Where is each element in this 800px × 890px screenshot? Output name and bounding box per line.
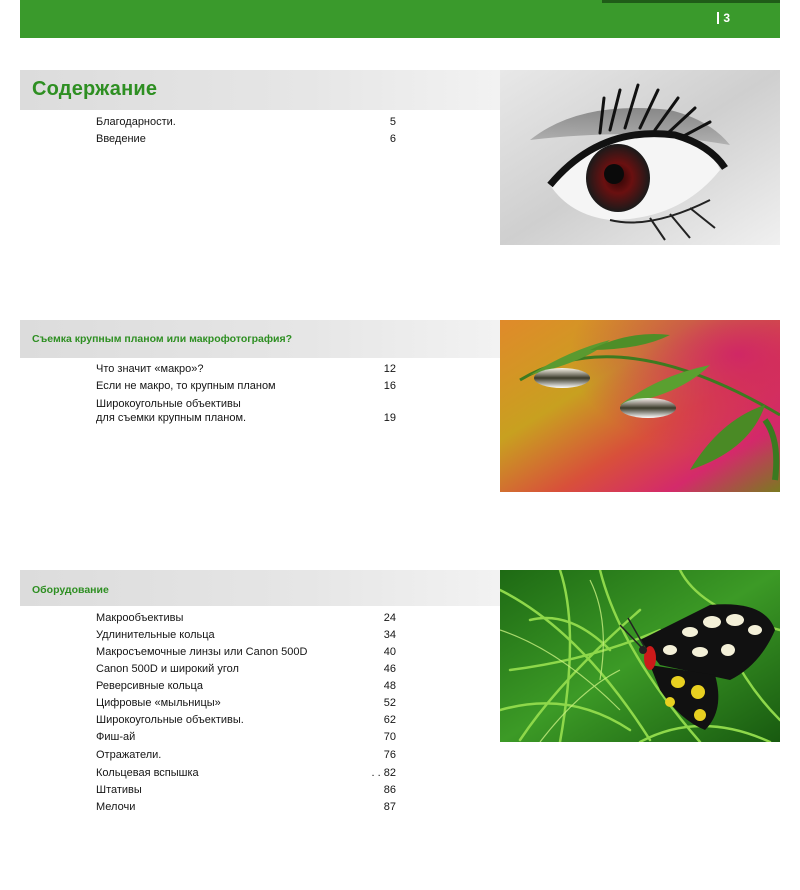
toc-entry-label: Кольцевая вспышка bbox=[96, 767, 199, 779]
toc-entry[interactable] bbox=[96, 748, 396, 762]
toc-entry[interactable] bbox=[96, 397, 396, 425]
toc-entry[interactable] bbox=[96, 730, 396, 744]
toc-entry[interactable] bbox=[96, 115, 396, 129]
toc-entry[interactable] bbox=[96, 611, 396, 625]
toc-entry-page: 46 bbox=[383, 663, 396, 675]
toc-entry-page: 6 bbox=[389, 133, 396, 145]
toc-entry-label: Мелочи bbox=[96, 801, 136, 813]
toc-entry-label: Canon 500D и широкий угол bbox=[96, 663, 239, 675]
section-title-macro: Съемка крупным планом или макрофотография? bbox=[32, 333, 293, 345]
toc-entry-label: Макросъемочные линзы или Canon 500D bbox=[96, 646, 308, 658]
toc-entry[interactable] bbox=[96, 783, 396, 797]
header-accent-line bbox=[602, 0, 780, 3]
toc-entry-label: Штативы bbox=[96, 784, 142, 796]
toc-entry-page: 16 bbox=[383, 380, 396, 392]
toc-entry[interactable] bbox=[96, 628, 396, 642]
toc-entry[interactable] bbox=[96, 696, 396, 710]
toc-entry[interactable] bbox=[96, 645, 396, 659]
toc-entry-page: 19 bbox=[383, 412, 396, 424]
toc-entry-label: Если не макро, то крупным планом bbox=[96, 380, 276, 392]
toc-entry[interactable] bbox=[96, 713, 396, 727]
toc-entry[interactable] bbox=[96, 662, 396, 676]
toc-entry-page: 70 bbox=[383, 731, 396, 743]
toc-entry-page: 52 bbox=[383, 697, 396, 709]
toc-entry-page: 48 bbox=[383, 680, 396, 692]
toc-entry-label: Введение bbox=[96, 133, 146, 145]
toc-entry-label: Благодарности. bbox=[96, 116, 176, 128]
page-number-text: 3 bbox=[723, 11, 730, 25]
toc-entry-page: 34 bbox=[383, 629, 396, 641]
section-title-contents: Содержание bbox=[32, 78, 158, 100]
toc-entry-page: 62 bbox=[383, 714, 396, 726]
page-number bbox=[717, 11, 730, 25]
eye-photo bbox=[500, 70, 780, 245]
toc-entry-label: Удлинительные кольца bbox=[96, 629, 215, 641]
toc-entry-label: Фиш-ай bbox=[96, 731, 136, 743]
toc-entry[interactable] bbox=[96, 766, 396, 780]
toc-entry-page: 5 bbox=[389, 116, 396, 128]
toc-entry[interactable] bbox=[96, 362, 396, 376]
toc-entry-page: 76 bbox=[383, 749, 396, 761]
toc-entry-page: . . 82 bbox=[371, 767, 396, 779]
water-drops-photo bbox=[500, 320, 780, 492]
section-title-equipment: Оборудование bbox=[32, 584, 109, 596]
toc-entry-page: 86 bbox=[383, 784, 396, 796]
toc-entry-label: Цифровые «мыльницы» bbox=[96, 697, 221, 709]
toc-entry-label: Отражатели. bbox=[96, 749, 162, 761]
toc-entry-label: Широкоугольные объективы для съемки крупным планом. bbox=[96, 398, 247, 424]
butterfly-photo bbox=[500, 570, 780, 742]
toc-entry-label: Реверсивные кольца bbox=[96, 680, 203, 692]
toc-entry[interactable] bbox=[96, 132, 396, 146]
toc-entry-page: 24 bbox=[383, 612, 396, 624]
toc-entry-page: 40 bbox=[383, 646, 396, 658]
toc-entry-label: Что значит «макро»? bbox=[96, 363, 204, 375]
toc-entry[interactable] bbox=[96, 800, 396, 814]
toc-entry-label: Макрообъективы bbox=[96, 612, 184, 624]
toc-entry-page: 87 bbox=[383, 801, 396, 813]
toc-entry-label: Широкоугольные объективы. bbox=[96, 714, 244, 726]
toc-entry-page: 12 bbox=[383, 363, 396, 375]
header-bar bbox=[20, 0, 780, 38]
toc-entry[interactable] bbox=[96, 679, 396, 693]
toc-entry[interactable] bbox=[96, 379, 396, 393]
